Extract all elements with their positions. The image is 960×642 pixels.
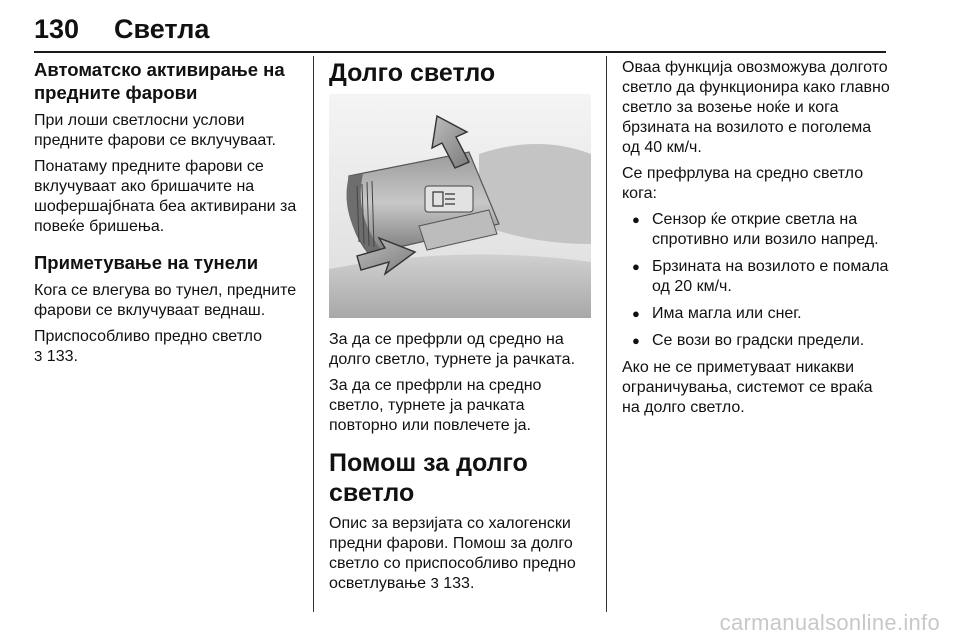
- paragraph: Оваа функција овозможува долгото светло да функционира како главно светло за возење ноќе и кога брзината на возилото е поголема од 40 км/ч.: [622, 59, 890, 156]
- section-heading-high-beam-assist: Помош за долго светло: [329, 449, 528, 507]
- page-header: [34, 14, 886, 54]
- page-reference-icon: 3: [34, 348, 43, 365]
- column-divider-2: [606, 56, 607, 612]
- section-heading-auto-headlights: Автоматско активирање на предните фарови: [34, 59, 285, 103]
- conditions-list: [622, 210, 890, 351]
- section-heading-high-beam: Долго светло: [329, 59, 496, 87]
- paragraph: За да се префрли на средно светло, турнете ја рачката повторно или повлечете ја.: [329, 377, 542, 434]
- paragraph: Кога се влегува во тунел, предните фарови се вклучуваат веднаш.: [34, 282, 297, 319]
- paragraph: За да се префрли од средно на долго светло, турнете ја рачката.: [329, 331, 576, 368]
- list-item: ● Има магла или снег.: [622, 304, 890, 324]
- page-reference-icon: 3: [430, 575, 439, 592]
- paragraph: Понатаму предните фарови се вклучуваат ако бришачите на шофершајбната беа активирани за повеќе бришења.: [34, 158, 297, 235]
- section-heading-tunnel-detection: Приметување на тунели: [34, 252, 259, 273]
- page-title: Светла: [114, 14, 210, 44]
- list-item: ● Сензор ќе открие светла на спротивно или возило напред.: [622, 210, 890, 250]
- page-reference: 133.: [42, 348, 78, 365]
- header-divider: [34, 51, 886, 53]
- paragraph-with-reference: [34, 327, 306, 367]
- paragraph-with-reference: [329, 514, 591, 594]
- paragraph: Се префрлува на средно светло кога:: [622, 165, 864, 202]
- paragraph: Ако не се приметуваат никакви ограничувања, системот се враќа на долго светло.: [622, 359, 873, 416]
- list-item: ● Брзината на возилото е помала од 20 км/ч.: [622, 257, 890, 297]
- column-2: [329, 58, 591, 600]
- list-item: ● Се вози во градски предели.: [622, 331, 890, 351]
- paragraph: При лоши светлосни услови предните фарови се вклучуваат.: [34, 112, 276, 149]
- column-1: [34, 58, 306, 373]
- page-number: 130: [34, 14, 80, 44]
- page-reference: 133.: [438, 575, 475, 592]
- watermark: carmanualsonline.info: [719, 610, 940, 635]
- turn-signal-lever-illustration: [329, 94, 591, 318]
- column-3: [622, 58, 890, 424]
- paragraph-text: Приспособливо предно светло: [34, 328, 263, 345]
- paragraph-text: Опис за верзијата со халогенски предни фарови. Помош за долго светло со приспособливо предно осветлување: [329, 515, 576, 592]
- column-divider-1: [313, 56, 314, 612]
